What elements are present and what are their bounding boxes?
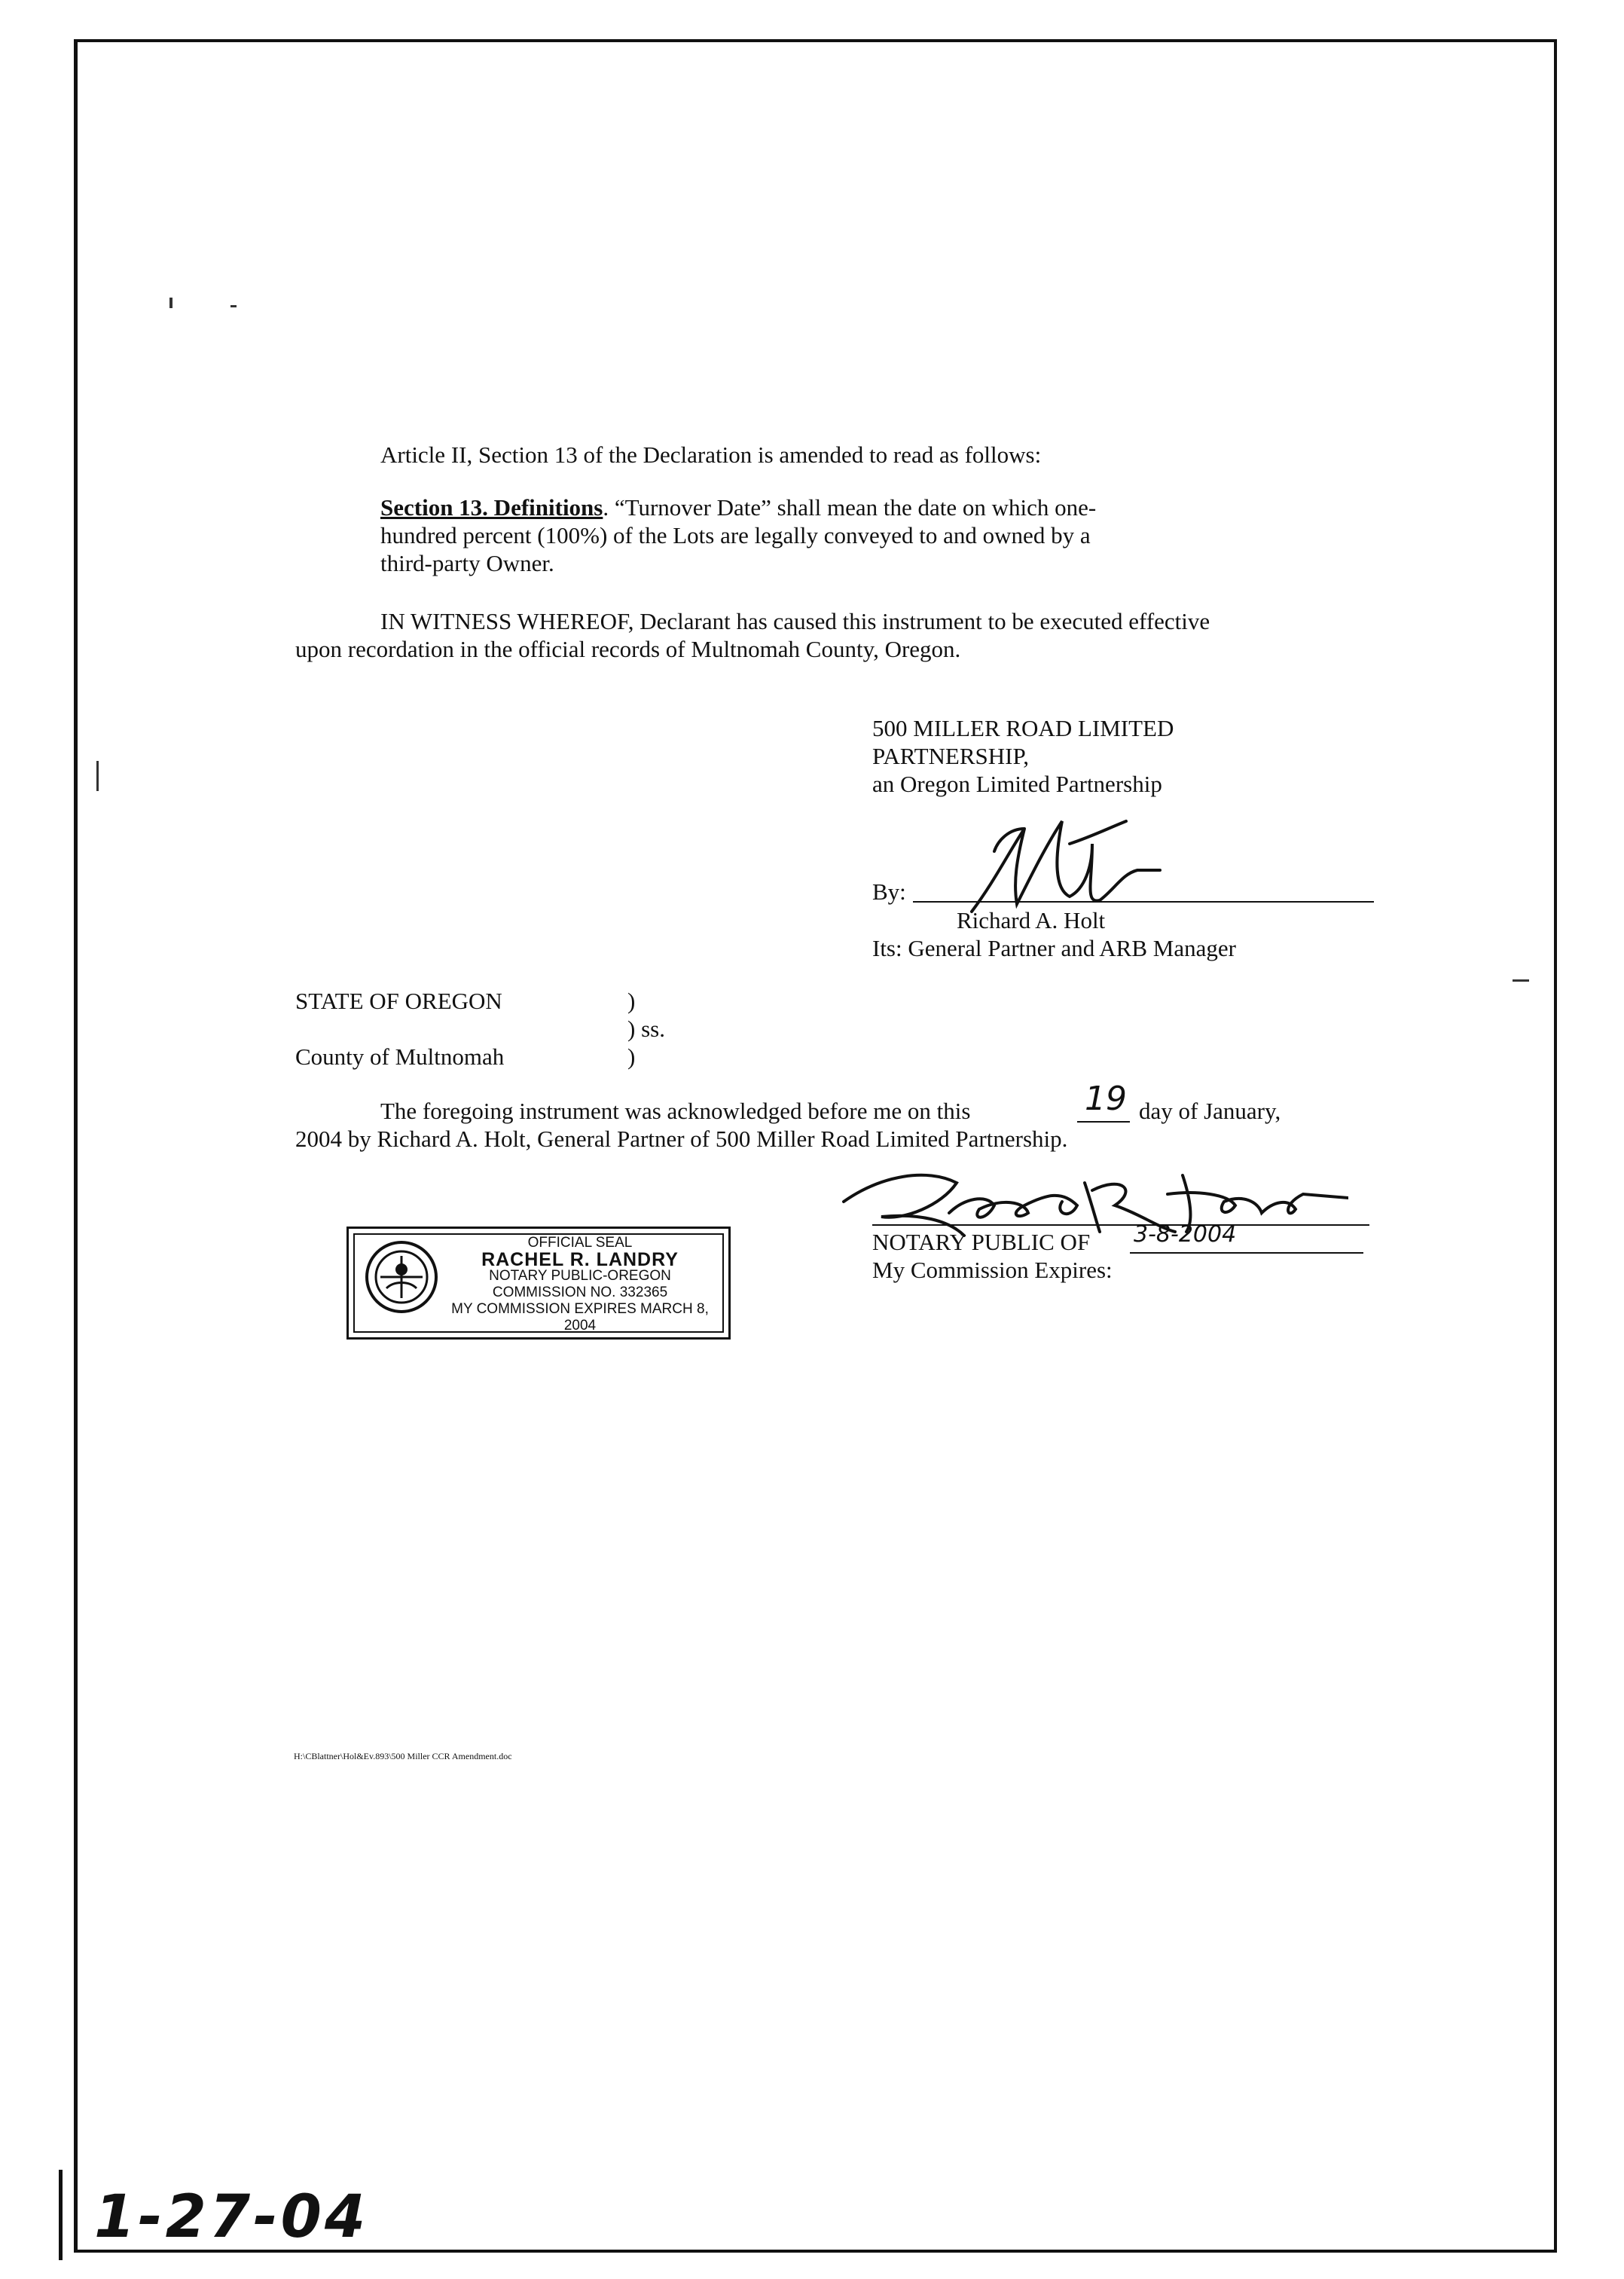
by-label: By:: [872, 878, 906, 905]
witness-line2: upon recordation in the official records of Multnomah County, Oregon.: [295, 636, 961, 662]
signer-title: Its: General Partner and ARB Manager: [872, 935, 1236, 961]
scan-edge: [59, 2170, 63, 2260]
venue-county: County of Multnomah: [295, 1043, 505, 1070]
ack-line2: 2004 by Richard A. Holt, General Partner of 500 Miller Road Limited Partnership.: [295, 1126, 1068, 1152]
witness-line1: IN WITNESS WHEREOF, Declarant has caused this instrument to be executed effective: [380, 608, 1210, 634]
section-label: Section 13. Definitions: [380, 494, 603, 521]
ack-day-handwritten: 19: [1085, 1080, 1127, 1118]
notary-public-label: NOTARY PUBLIC OF: [872, 1229, 1091, 1255]
declarant-entity: an Oregon Limited Partnership: [872, 771, 1162, 797]
seal-line-3: MY COMMISSION EXPIRES MARCH 8, 2004: [451, 1301, 709, 1333]
scan-speck: [1513, 979, 1529, 982]
scan-speck: [169, 298, 172, 308]
venue-ss: ) ss.: [627, 1016, 665, 1042]
section-13-line3: third-party Owner.: [380, 550, 554, 576]
scan-speck: [96, 761, 99, 791]
notary-signature-line: [872, 1224, 1369, 1226]
official-notary-seal: [346, 1227, 731, 1340]
seal-heading: OFFICIAL SEAL: [527, 1235, 633, 1251]
seal-text-block: [439, 1235, 721, 1334]
venue-state: STATE OF OREGON: [295, 988, 502, 1014]
day-blank-line: [1077, 1121, 1130, 1123]
declarant-name-2: PARTNERSHIP,: [872, 743, 1030, 769]
section-13-line1: [380, 493, 1096, 521]
venue-paren-3: ): [627, 1043, 636, 1070]
notary-handwritten-date: 3-8-2004: [1134, 1221, 1237, 1248]
handwritten-footer-date: 1-27-04: [94, 2183, 369, 2251]
section-13-line2: hundred percent (100%) of the Lots are legally conveyed to and owned by a: [380, 522, 1091, 548]
amendment-intro: Article II, Section 13 of the Declaration is amended to read as follows:: [380, 441, 1042, 468]
oregon-state-seal-icon: [364, 1239, 439, 1315]
signer-name: Richard A. Holt: [957, 907, 1106, 933]
seal-line-2: COMMISSION NO. 332365: [492, 1285, 668, 1300]
commission-expires-label: My Commission Expires:: [872, 1257, 1113, 1283]
section-text-1: . “Turnover Date” shall mean the date on which one-: [603, 494, 1097, 521]
ack-line1-post: day of January,: [1139, 1098, 1281, 1124]
scan-speck: [230, 305, 237, 307]
seal-notary-name: RACHEL R. LANDRY: [481, 1249, 679, 1270]
document-file-path: H:\CBlattner\Hol&Ev.893\500 Miller CCR Amendment.doc: [294, 1751, 512, 1761]
seal-line-1: NOTARY PUBLIC-OREGON: [489, 1268, 671, 1284]
venue-paren-1: ): [627, 988, 636, 1014]
ack-line1-pre: The foregoing instrument was acknowledged before me on this: [380, 1098, 971, 1124]
declarant-name-1: 500 MILLER ROAD LIMITED: [872, 715, 1174, 741]
notary-date-line: [1130, 1252, 1363, 1254]
